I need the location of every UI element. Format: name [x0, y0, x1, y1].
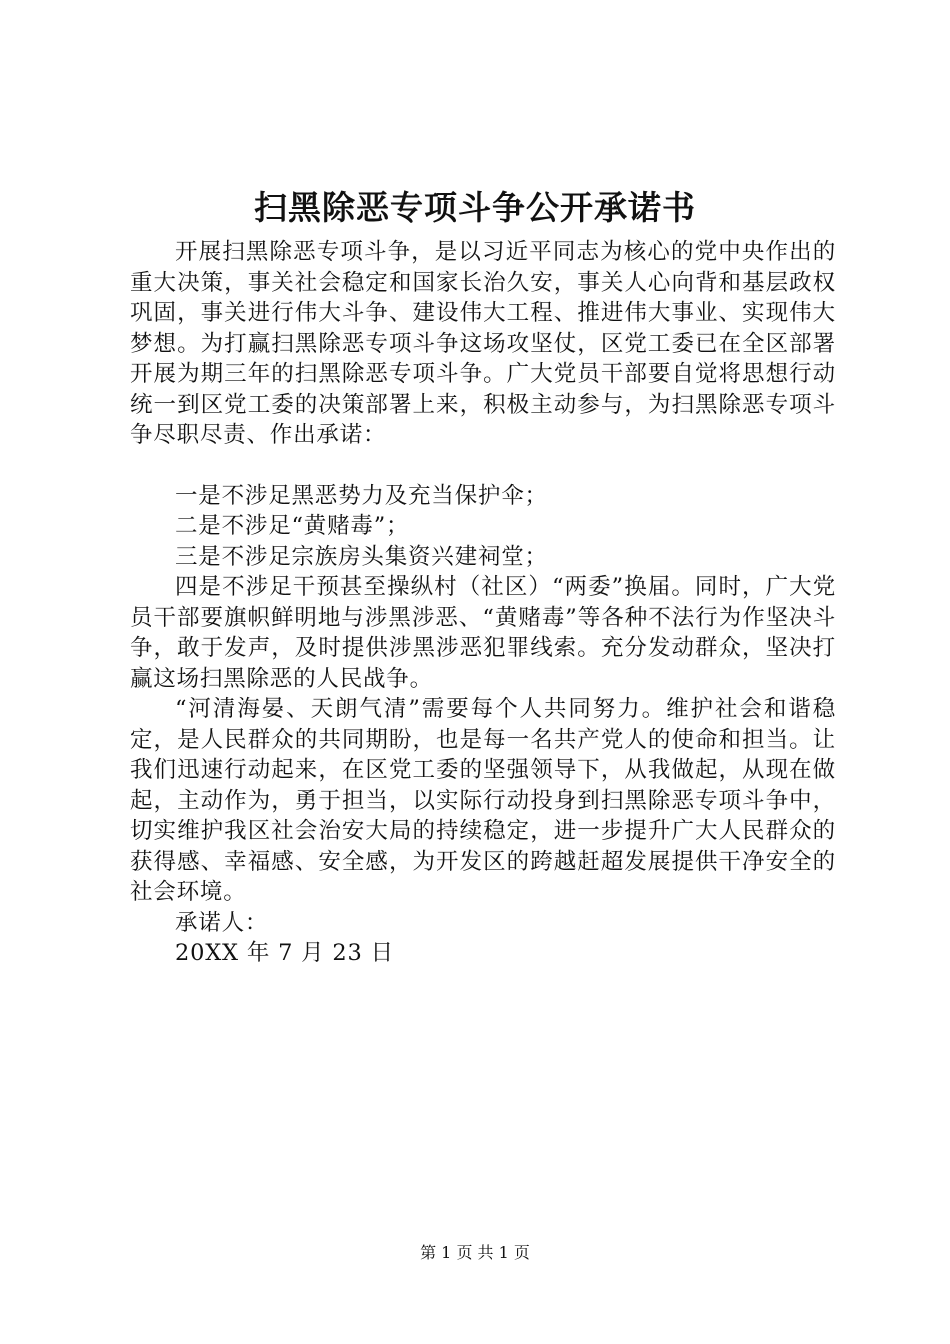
commitment-item-1: 一是不涉足黑恶势力及充当保护伞；	[175, 482, 548, 509]
intro-paragraph: 开展扫黑除恶专项斗争，是以习近平同志为核心的党中央作出的重大决策，事关社会稳定和国家长治久安，事关人心向背和基层政权巩固，事关进行伟大斗争、建设伟大工程、推进伟大事业、实现伟大梦想。为打赢扫黑除恶专项斗争这场攻坚仗，区党工委已在全区部署开展为期三年的扫黑除恶专项斗争。广大党员干部要自觉将思想行动统一到区党工委的决策部署上来，积极主动参与，为扫黑除恶专项斗争尽职尽责、作出承诺：	[130, 239, 836, 448]
page-footer: 第 1 页 共 1 页	[420, 1243, 530, 1262]
commitment-item-2: 二是不涉足“黄赌毒”；	[175, 513, 410, 539]
signature-label: 承诺人：	[175, 909, 269, 936]
commitment-item-4: 四是不涉足干预甚至操纵村（社区）“两委”换届。同时，广大党员干部要旗帜鲜明地与涉黑涉恶、“黄赌毒”等各种不法行为作坚决斗争，敢于发声，及时提供涉黑涉恶犯罪线索。充分发动群众，坚决打赢这场扫黑除恶的人民战争。	[130, 574, 836, 692]
commitment-item-3: 三是不涉足宗族房头集资兴建祠堂；	[175, 543, 548, 570]
document-body	[130, 237, 836, 969]
document-date: 20XX 年 7 月 23 日	[175, 940, 394, 966]
closing-paragraph: “河清海晏、天朗气清”需要每个人共同努力。维护社会和谐稳定，是人民群众的共同期盼，也是每一名共产党人的使命和担当。让我们迅速行动起来，在区党工委的坚强领导下，从我做起，从现在做起，主动作为，勇于担当，以实际行动投身到扫黑除恶专项斗争中，切实维护我区社会治安大局的持续稳定，进一步提升广大人民群众的获得感、幸福感、安全感，为开发区的跨越赶超发展提供干净安全的社会环境。	[130, 696, 836, 905]
document-title: 扫黑除恶专项斗争公开承诺书	[254, 188, 696, 227]
